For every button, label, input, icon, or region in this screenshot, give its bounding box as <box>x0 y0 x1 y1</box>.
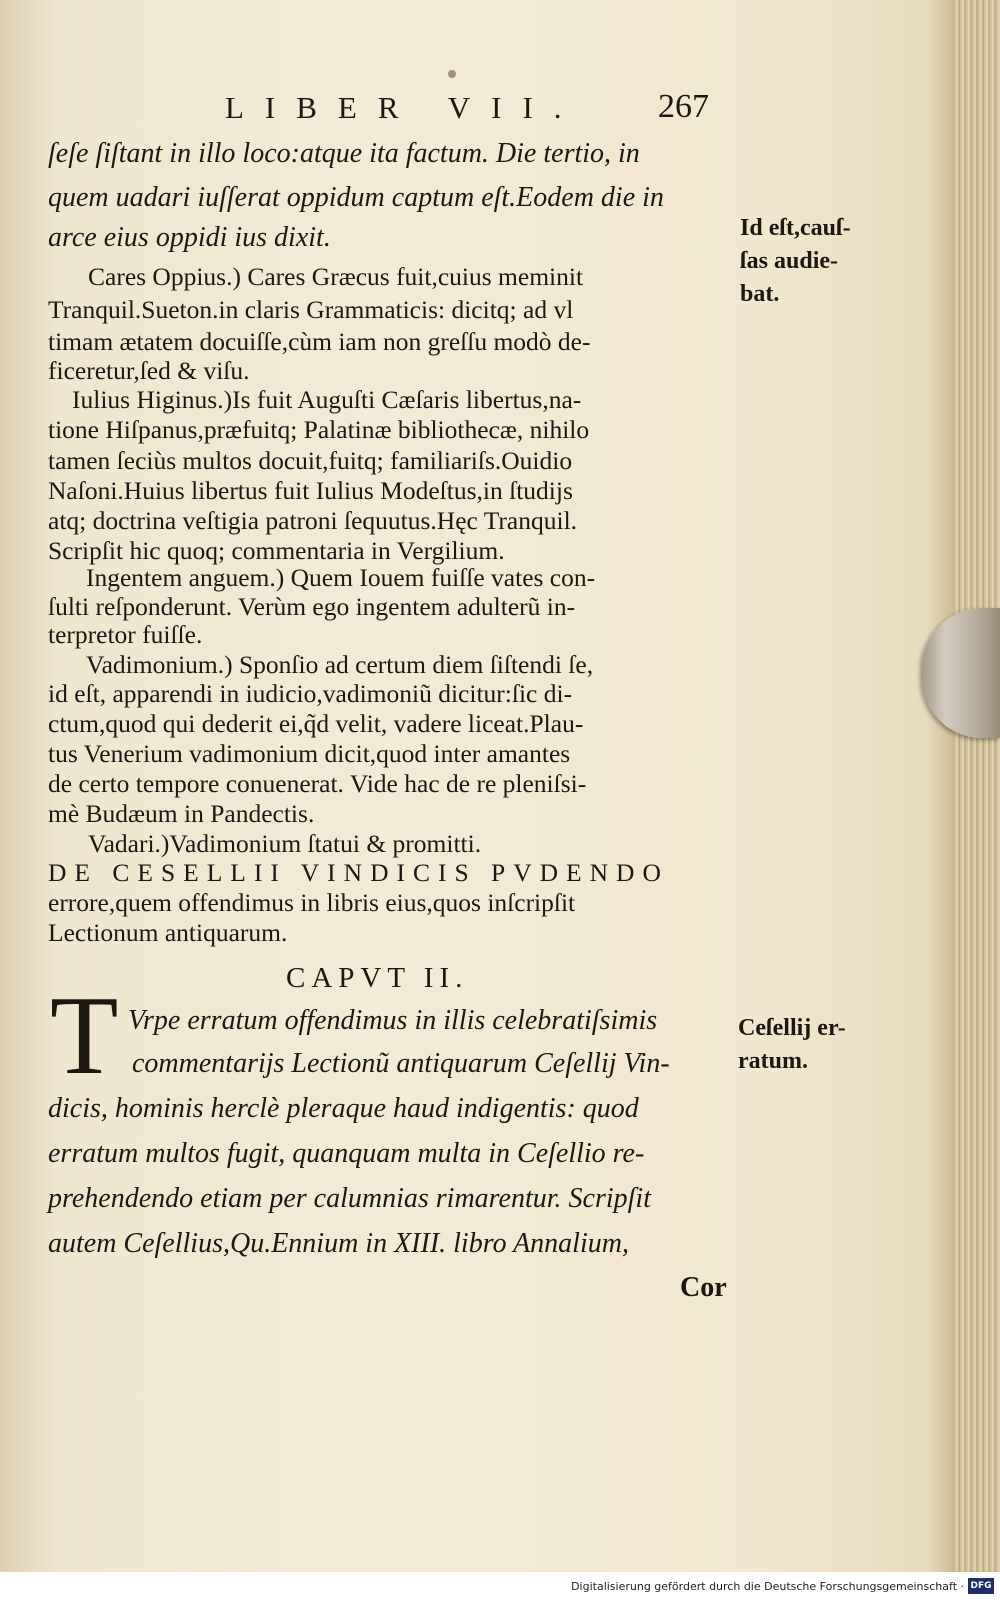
footer-credit: Digitalisierung gefördert durch die Deutsche Forschungsgemeinschaft · <box>571 1580 964 1593</box>
running-head: LIBER VII. <box>225 90 583 125</box>
chapter-line: dicis, hominis herclè pleraque haud indigentis: quod <box>48 1093 639 1124</box>
commentary-line: Lectionum antiquarum. <box>48 918 288 947</box>
chapter-line: erratum multos fugit, quanquam multa in Ceſellio re- <box>48 1138 645 1169</box>
commentary-line: ficeretur,ſed & viſu. <box>48 356 250 385</box>
commentary-line: ſulti reſponderunt. Verùm ego ingentem adulterũ in- <box>48 592 576 621</box>
commentary-line: terpretor fuiſſe. <box>48 620 203 649</box>
commentary-line: Cares Oppius.) Cares Græcus fuit,cuius meminit <box>88 262 584 291</box>
commentary-line: id eſt, apparendi in iudicio,vadimoniũ dicitur:ſic di- <box>48 679 573 708</box>
commentary-line: atq; doctrina veſtigia patroni ſequutus.Hęc Tranquil. <box>48 506 578 535</box>
footer-bar <box>0 1572 1000 1603</box>
catchword: Cor <box>680 1272 727 1303</box>
chapter-line: autem Ceſellius,Qu.Ennium in XIII. libro Annalium, <box>48 1228 629 1259</box>
margin-note-line: Ceſellij er- <box>738 1015 846 1041</box>
opening-line: ſeſe ſiſtant in illo loco:atque ita factum. Die tertio, in <box>48 138 640 169</box>
margin-note-line: ratum. <box>738 1048 808 1074</box>
opening-line: arce eius oppidi ius dixit. <box>48 222 331 253</box>
margin-note-line: ſas audie- <box>740 248 839 274</box>
page-number: 267 <box>658 88 709 125</box>
commentary-line: Iulius Higinus.)Is fuit Auguſti Cæſaris libertus,na- <box>72 385 582 414</box>
section-heading: DE CESELLII VINDICIS PVDENDO <box>48 858 669 887</box>
commentary-line: Tranquil.Sueton.in claris Grammaticis: dicitq; ad vl <box>48 295 574 324</box>
commentary-line: Scripſit hic quoq; commentaria in Vergilium. <box>48 536 505 565</box>
drop-cap: T <box>50 974 119 1098</box>
commentary-line: tamen ſeciùs multos docuit,fuitq; familiariſs.Ouidio <box>48 446 573 475</box>
commentary-line: Vadimonium.) Sponſio ad certum diem ſiſtendi ſe, <box>86 650 594 679</box>
commentary-line: Ingentem anguem.) Quem Iouem fuiſſe vates con- <box>86 563 596 592</box>
commentary-line: errore,quem offendimus in libris eius,quos inſcripſit <box>48 888 576 917</box>
chapter-title: CAPVT II. <box>286 962 469 994</box>
margin-note-line: bat. <box>740 281 780 307</box>
ink-spot <box>448 70 456 78</box>
margin-note-line: Id eſt,cauſ- <box>740 215 851 241</box>
commentary-line: Vadari.)Vadimonium ſtatui & promitti. <box>88 829 482 858</box>
commentary-line: tus Venerium vadimonium dicit,quod inter amantes <box>48 739 571 768</box>
commentary-line: ctum,quod qui dederit ei,q̃d velit, vadere liceat.Plau- <box>48 709 584 738</box>
margin-note <box>740 212 851 311</box>
chapter-line: commentarijs Lectionũ antiquarum Ceſellij Vin- <box>132 1048 670 1079</box>
chapter-line: Vrpe erratum offendimus in illis celebratiſsimis <box>128 1005 658 1036</box>
commentary-line: de certo tempore conuenerat. Vide hac de re pleniſsi- <box>48 769 587 798</box>
commentary-line: tione Hiſpanus,præfuitq; Palatinæ bibliothecæ, nihilo <box>48 415 590 444</box>
opening-line: quem uadari iuſſerat oppidum captum eſt.Eodem die in <box>48 182 664 213</box>
page-edges <box>955 0 1000 1572</box>
commentary-line: timam ætatem docuiſſe,cùm iam non greſſu modò de- <box>48 327 591 356</box>
dfg-logo: DFG <box>968 1578 994 1594</box>
commentary-line: Naſoni.Huius libertus fuit Iulius Modeſtus,in ſtudijs <box>48 476 573 505</box>
commentary-line: mè Budæum in Pandectis. <box>48 799 315 828</box>
margin-note <box>738 1012 846 1078</box>
chapter-line: prehendendo etiam per calumnias rimarentur. Scripſit <box>48 1183 651 1214</box>
